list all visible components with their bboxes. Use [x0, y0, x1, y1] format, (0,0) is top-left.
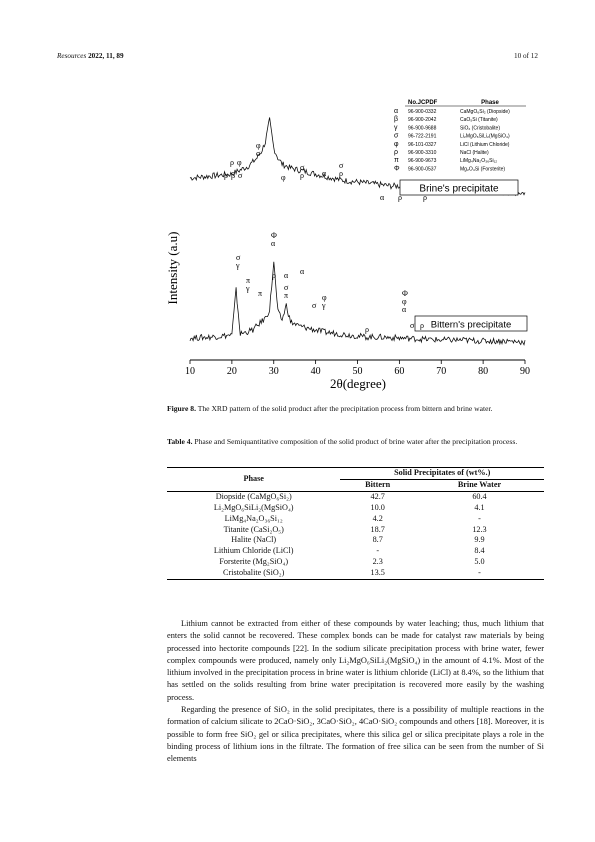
table-row: [167, 503, 544, 514]
legend-jcpdf: 96-722-2191: [408, 133, 437, 140]
svg-text:ρ: ρ: [272, 271, 276, 280]
svg-text:α: α: [322, 169, 327, 178]
legend-jcpdf: 96-900-9688: [408, 125, 437, 132]
x-tick-label: 10: [185, 366, 195, 377]
cell-brine: -: [415, 568, 544, 579]
legend-symbol: φ: [394, 140, 399, 148]
bittern-label: Bittern's precipitate: [430, 319, 512, 331]
cell-phase: Diopside (CaMgO₆Si₂): [215, 491, 292, 501]
svg-text:γ: γ: [322, 301, 326, 310]
legend-jcpdf: 96-101-0327: [408, 141, 437, 148]
cell-bittern: 4.2: [372, 513, 383, 523]
svg-text:φ: φ: [237, 158, 242, 167]
cell-bittern: 42.7: [370, 491, 385, 501]
x-tick-label: 30: [268, 366, 279, 377]
xrd-chart: [160, 88, 540, 398]
table-body: [167, 491, 544, 579]
svg-text:σ: σ: [256, 149, 261, 158]
table-row: [167, 535, 544, 546]
brine-label-box: [400, 180, 518, 195]
legend-phase: CaO₅Si (Titanite): [460, 117, 498, 124]
svg-text:ρ: ρ: [230, 158, 234, 167]
cell-brine: 12.3: [472, 524, 487, 534]
cell-bittern: 2.3: [372, 557, 383, 567]
y-axis-label: Intensity (a.u): [165, 231, 180, 305]
brine-label: Brine's precipitate: [419, 183, 499, 195]
x-tick-label: 60: [394, 366, 405, 377]
svg-text:π: π: [258, 289, 263, 298]
svg-text:ρ: ρ: [224, 171, 228, 180]
table-row: [167, 491, 544, 502]
cell-phase: Titanite (CaSi₂O₅): [223, 524, 284, 534]
svg-text:Φ: Φ: [271, 231, 277, 240]
cell-bittern: 13.5: [340, 568, 415, 579]
svg-text:α: α: [271, 239, 276, 248]
page-number: 10 of 12: [514, 52, 538, 60]
legend-phase: NaCl (Halite): [460, 150, 489, 156]
cell-phase: Forsterite (Mg₂SiO₄): [219, 557, 289, 567]
col-group: Solid Precipitates of (wt%.): [340, 468, 544, 480]
cell-brine: -: [478, 513, 481, 523]
svg-text:φ: φ: [256, 141, 261, 150]
legend-symbol: γ: [394, 124, 398, 132]
svg-text:ρ: ρ: [398, 193, 402, 202]
x-ticks: [185, 360, 530, 377]
legend-jcpdf: 96-900-9673: [408, 158, 437, 165]
legend-phase: CaMgO₆Si₂ (Diopside): [460, 109, 510, 115]
cell-brine: 9.9: [474, 535, 485, 545]
legend-symbol: π: [394, 157, 399, 165]
table-caption: [167, 437, 544, 448]
composition-table: [167, 467, 544, 580]
legend-jcpdf: 96-900-3310: [408, 150, 437, 156]
table-row: [167, 546, 544, 557]
cell-phase: Cristobalite (SiO₂): [167, 568, 340, 579]
svg-text:ρ: ρ: [420, 321, 424, 330]
cell-phase: Li₂MgO₆SiLi₂(MgSiO₄): [213, 502, 294, 512]
legend-phase: Li₂MgO₆SiLi₂(MgSiO₄): [460, 133, 510, 140]
svg-text:σ: σ: [339, 161, 344, 170]
legend-jcpdf: 96-900-0537: [408, 166, 437, 173]
svg-text:σ: σ: [300, 163, 305, 172]
x-tick-label: 90: [520, 366, 530, 377]
legend-phase: LiMg₄Na₂O₃₆Si₁₂: [460, 158, 498, 165]
svg-text:ρ: ρ: [300, 171, 304, 180]
x-tick-label: 50: [352, 366, 363, 377]
col-brine: Brine Water: [415, 479, 544, 491]
col-bittern: Bittern: [340, 479, 415, 491]
journal-name: Resources: [57, 52, 87, 60]
cell-bittern: 8.7: [372, 535, 383, 545]
svg-text:α: α: [380, 193, 385, 202]
svg-text:π: π: [284, 291, 289, 300]
legend-head-phase: Phase: [481, 100, 499, 106]
svg-text:φ: φ: [322, 293, 327, 302]
paragraph-2: Regarding the presence of SiO₂ in the solid precipitates, there is a possibility of multiple reactions in the formation of calcium silicate to 2CaO·SiO₂, 3CaO·SiO₂, 4CaO·SiO₂ compounds and others [18]. Moreover, it is possible to form free SiO₂ gel or silica precipitates, where this silica gel or silica precipitate plays a role in the binding process of lithium ions in the filtrate. The formation of free silica can be seen from the number of Si elements: [167, 705, 544, 764]
legend-symbol: ρ: [394, 149, 398, 156]
journal-year: 2022, 11, 89: [88, 52, 124, 60]
svg-text:σ: σ: [238, 171, 243, 180]
figure-label: Figure 8.: [167, 404, 196, 413]
legend-phase: SiO₂ (Cristobalite): [460, 125, 501, 132]
table-row: [167, 568, 544, 579]
x-tick-label: 70: [436, 366, 447, 377]
legend-jcpdf: 96-900-0332: [408, 109, 437, 115]
bittern-label-box: [415, 316, 527, 331]
svg-text:φ: φ: [281, 173, 286, 182]
legend-symbol: α: [394, 108, 399, 115]
bittern-series-line: [190, 262, 525, 345]
x-axis-label: 2θ(degree): [329, 376, 387, 391]
svg-text:Φ: Φ: [402, 289, 408, 298]
svg-text:φ: φ: [402, 297, 407, 306]
legend-jcpdf: 96-900-2042: [408, 117, 437, 124]
cell-phase: LiMg₄Na₂O₃₆Si₁₂: [224, 513, 283, 523]
x-tick-label: 20: [226, 366, 237, 377]
phase-legend: [388, 98, 526, 176]
body-text: [167, 618, 544, 766]
cell-brine: 5.0: [474, 557, 485, 567]
running-header: [57, 52, 124, 60]
legend-head-no: No.JCPDF: [408, 100, 438, 106]
cell-phase: Halite (NaCl): [231, 535, 277, 545]
legend-symbol: σ: [394, 132, 399, 140]
svg-text:π: π: [246, 276, 251, 285]
legend-phase: Mg₂O₄Si (Forsterite): [460, 166, 506, 173]
svg-text:α: α: [402, 305, 407, 314]
svg-text:γ: γ: [246, 284, 250, 293]
svg-text:σ: σ: [312, 301, 317, 310]
cell-brine: 4.1: [474, 502, 485, 512]
table-label: Table 4.: [167, 437, 193, 446]
svg-text:α: α: [284, 271, 289, 280]
table-row: [167, 557, 544, 568]
svg-text:α: α: [300, 267, 305, 276]
svg-text:γ: γ: [236, 261, 240, 270]
cell-brine: 8.4: [474, 546, 485, 556]
figure-caption-text: The XRD pattern of the solid product after the precipitation process from bittern and brine water.: [197, 404, 493, 413]
x-tick-label: 80: [478, 366, 489, 377]
legend-symbol: Φ: [394, 165, 400, 173]
svg-text:ρ: ρ: [365, 325, 369, 334]
svg-text:σ: σ: [410, 321, 415, 330]
cell-bittern: 18.7: [370, 524, 385, 534]
legend-phase: LiCl (Lithium Chloride): [460, 141, 510, 148]
table-caption-text: Phase and Semiquantitative composition of the solid product of brine water after the precipitation process.: [194, 437, 518, 446]
svg-text:ρ: ρ: [423, 193, 427, 202]
cell-bittern: -: [376, 546, 380, 556]
cell-phase: Lithium Chloride (LiCl): [213, 546, 294, 556]
col-phase: Phase: [167, 468, 340, 492]
svg-text:β: β: [231, 171, 236, 180]
table-row: [167, 514, 544, 525]
paragraph-1: Lithium cannot be extracted from either of these compounds by water leaching; thus, much lithium that enters the solid cannot be recovered. These complex bonds can be made for catalyst raw materials by being processed into hectorite compounds [22]. In the sodium silicate precipitation process with brine water, fewer complex compounds were produced, namely only Li₂MgO₆SiLi₂(MgSiO₄) in the amount of 4.1%. Most of the lithium involved in the precipitation process in brine water is lithium chloride (LiCl) at 8.4%, so the lithium that has settled on the solids resulting from brine water precipitation is recovered more easily by the washing process.: [167, 619, 544, 702]
x-tick-label: 40: [310, 366, 321, 377]
table-row: [167, 525, 544, 536]
legend-symbol: β: [394, 116, 399, 124]
svg-text:ρ: ρ: [339, 169, 343, 178]
svg-text:σ: σ: [236, 253, 241, 262]
svg-text:σ: σ: [284, 283, 289, 292]
figure-caption: [167, 404, 544, 415]
cell-bittern: 10.0: [370, 502, 385, 512]
cell-brine: 60.4: [472, 491, 487, 501]
